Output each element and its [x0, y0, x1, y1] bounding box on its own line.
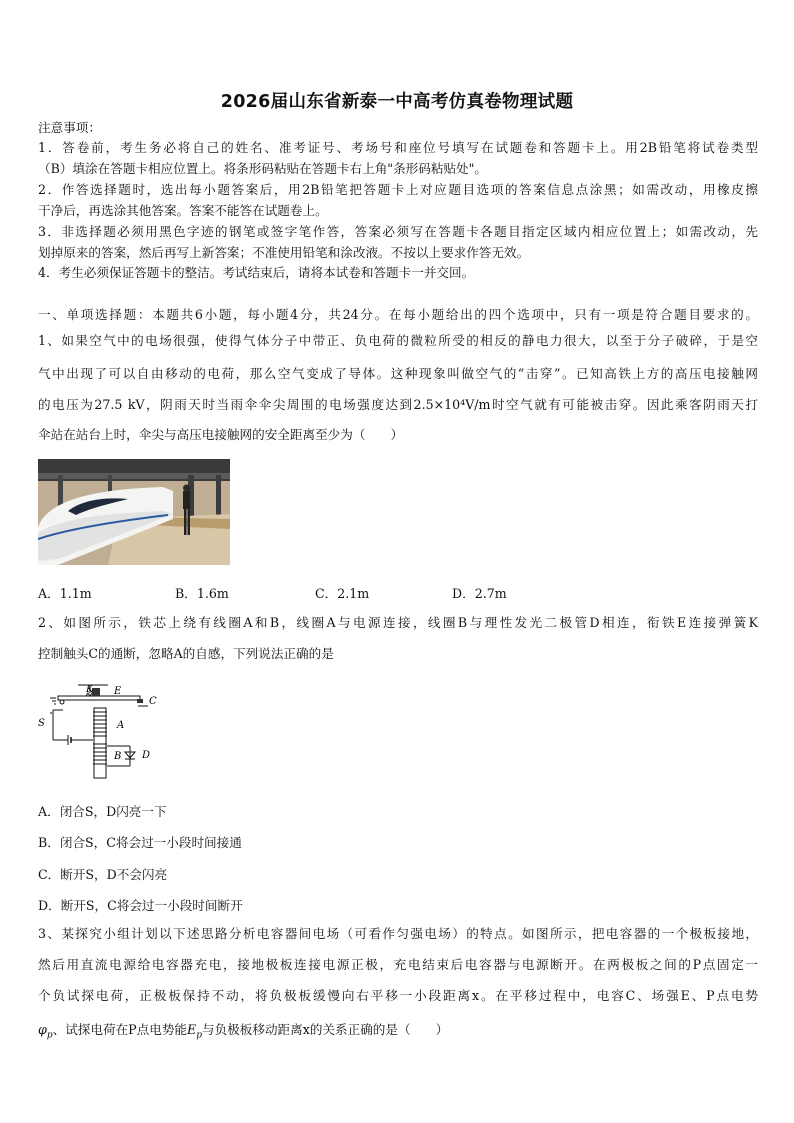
label-e: E — [114, 686, 122, 697]
q3-text-line: 然后用直流电源给电容器充电，接地极板连接电源正极，充电结束后电容器与电源断开。在两极板之间的P点固定一 — [38, 957, 758, 972]
notice-line: 3．非选择题必须用黑色字迹的钢笔或签字笔作答，答案必须写在答题卡各题目指定区域内相应位置上；如需改动，先 — [38, 224, 758, 239]
q1-text-line: 伞站在站台上时，伞尖与高压电接触网的安全距离至少为（ ） — [38, 427, 404, 442]
phi-subscript: p — [46, 1030, 53, 1041]
q1-option-d: D．2.7m — [452, 586, 507, 601]
q3-text-line-last — [38, 1022, 758, 1044]
notice-line: （B）填涂在答题卡相应位置上。将条形码粘贴在答题卡右上角"条形码粘贴处"。 — [38, 161, 488, 176]
label-c: C — [149, 696, 157, 707]
notice-line: 1．答卷前，考生务必将自己的姓名、准考证号、考场号和座位号填写在试题卷和答题卡上。用2B铅笔将试卷类型 — [38, 140, 758, 155]
q1-option-c: C．2.1m — [315, 586, 370, 601]
notice-heading: 注意事项： — [38, 120, 101, 135]
q3-text-tail: 与负极板移动距离x的关系正确的是（ ） — [201, 1022, 449, 1037]
section-heading: 一、单项选择题：本题共6小题，每小题4分，共24分。在每小题给出的四个选项中，只有一项是符合题目要求的。 — [38, 307, 758, 322]
label-k: K — [86, 684, 94, 695]
notice-line: 干净后，再选涂其他答案。答案不能答在试题卷上。 — [38, 203, 328, 218]
q2-option-b: B．闭合S，C将会过一小段时间接通 — [38, 835, 242, 850]
q1-text-line: 1、如果空气中的电场很强，使得气体分子中带正、负电荷的微粒所受的相反的静电力很大，以至于分子破碎，于是空 — [38, 333, 758, 348]
q3-text-line: 个负试探电荷，正极板保持不动，将负极板缓慢向右平移一小段距离x。在平移过程中，电容C、场强E、P点电势 — [38, 988, 758, 1003]
label-b: B — [114, 751, 122, 762]
notice-line: 4．考生必须保证答题卡的整洁。考试结束后，请将本试卷和答题卡一并交回。 — [38, 265, 475, 280]
label-s: S — [38, 718, 45, 729]
q1-option-a: A．1.1m — [38, 586, 92, 601]
ep-symbol: E — [187, 1022, 197, 1037]
q1-option-b: B．1.6m — [175, 586, 229, 601]
relay-circuit-diagram — [38, 680, 163, 780]
q3-text-line: 3、某探究小组计划以下述思路分析电容器间电场（可看作匀强电场）的特点。如图所示，把电容器的一个极板接地， — [38, 926, 758, 941]
ep-subscript: p — [196, 1030, 202, 1041]
q1-text-line: 气中出现了可以自由移动的电荷，那么空气变成了导体。这种现象叫做空气的“击穿”。已知高铁上方的高压电接触网 — [38, 366, 758, 381]
notice-line: 2．作答选择题时，选出每小题答案后，用2B铅笔把答题卡上对应题目选项的答案信息点涂黑；如需改动，用橡皮擦 — [38, 182, 758, 197]
q2-option-a: A．闭合S，D闪亮一下 — [38, 804, 167, 819]
phi-symbol: φ — [38, 1022, 47, 1037]
q2-option-c: C．断开S，D不会闪亮 — [38, 867, 168, 882]
page-title: 2026届山东省新泰一中高考仿真卷物理试题 — [220, 92, 574, 112]
q2-option-d: D．断开S，C将会过一小段时间断开 — [38, 898, 243, 913]
q2-text-line: 2、如图所示，铁芯上绕有线圈A和B，线圈A与电源连接，线圈B与理性发光二极管D相连，衔铁E连接弹簧K — [38, 615, 758, 630]
train-photo — [38, 459, 230, 565]
notice-line: 划掉原来的答案，然后再写上新答案；不准使用铅笔和涂改液。不按以上要求作答无效。 — [38, 245, 530, 260]
q3-text-mid: 、试探电荷在P点电势能 — [52, 1022, 188, 1037]
q2-text-line: 控制触头C的通断，忽略A的自感，下列说法正确的是 — [38, 646, 334, 661]
label-a: A — [117, 720, 125, 731]
label-d: D — [142, 750, 151, 761]
q1-text-line: 的电压为27.5 kV，阴雨天时当雨伞伞尖周围的电场强度达到2.5×10⁴V/m时空气就有可能被击穿。因此乘客阴雨天打 — [38, 397, 758, 412]
